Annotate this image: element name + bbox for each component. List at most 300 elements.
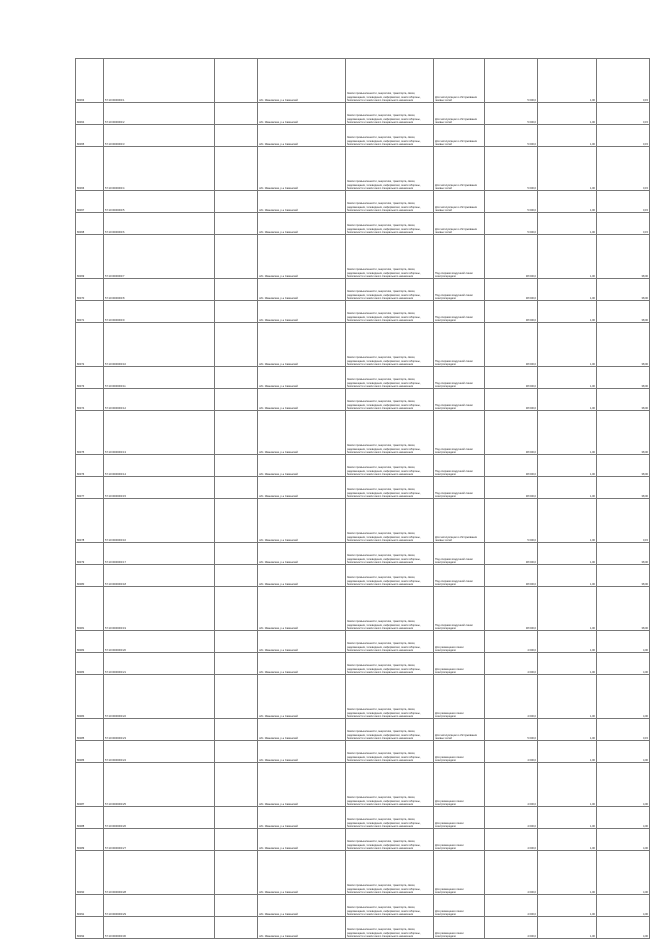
cadastral-number-cell: 57:10:0000000:22: [104, 675, 215, 719]
area-cell: 38 000,0: [485, 367, 538, 389]
cadastral-number-cell: 57:10:0000000:28: [104, 851, 215, 895]
table-row: [76, 103, 650, 125]
coefficient-cell: 1,00: [538, 125, 597, 147]
permitted-use-cell: Под опорами воздушной линии электропередачи: [434, 455, 485, 477]
area-cell: 4 000,0: [485, 807, 538, 829]
coefficient-cell: 1,00: [538, 279, 597, 301]
land-category-cell: Земли промышленности, энергетики, транспорта, связи, радиовещания, телевидения, информатики, земли обороны, безопасности и земли иного специального назначения: [346, 719, 434, 741]
address-cell: обл. Ивановская, р-н Савинский: [258, 279, 346, 301]
spacer-cell: [215, 829, 258, 851]
spacer-cell: [215, 543, 258, 565]
cadastral-number-cell: 57:10:0000000:20: [104, 631, 215, 653]
row-number-cell: 80373: [76, 367, 104, 389]
permitted-use-cell: Под опорами воздушной линии электропередачи: [434, 323, 485, 367]
spacer-cell: [215, 213, 258, 235]
total-cell: 38,00: [597, 477, 650, 499]
land-category-cell: Земли промышленности, энергетики, транспорта, связи, радиовещания, телевидения, информатики, земли обороны, безопасности и земли иного специального назначения: [346, 455, 434, 477]
row-number-cell: 80370: [76, 279, 104, 301]
address-cell: обл. Ивановская, р-н Савинский: [258, 851, 346, 895]
cadastral-number-cell: 57:10:0000000:17: [104, 543, 215, 565]
table-row: [76, 147, 650, 191]
land-category-cell: Земли промышленности, энергетики, транспорта, связи, радиовещания, телевидения, информатики, земли обороны, безопасности и земли иного специального назначения: [346, 631, 434, 653]
table-row: [76, 807, 650, 829]
spacer-cell: [215, 587, 258, 631]
cadastral-number-cell: 57:10:0000000:16: [104, 499, 215, 543]
permitted-use-cell: Под опорами воздушной линии электропередачи: [434, 565, 485, 587]
land-category-cell: Земли промышленности, энергетики, транспорта, связи, радиовещания, телевидения, информатики, земли обороны, безопасности и земли иного специального назначения: [346, 301, 434, 323]
area-cell: 38 000,0: [485, 235, 538, 279]
land-category-cell: Земли промышленности, энергетики, транспорта, связи, радиовещания, телевидения, информатики, земли обороны, безопасности и земли иного специального назначения: [346, 279, 434, 301]
address-cell: обл. Ивановская, р-н Савинский: [258, 543, 346, 565]
table-row: [76, 301, 650, 323]
area-cell: 5 000,0: [485, 125, 538, 147]
spacer-cell: [215, 411, 258, 455]
total-cell: 4,00: [597, 807, 650, 829]
address-cell: обл. Ивановская, р-н Савинский: [258, 565, 346, 587]
table-row: [76, 279, 650, 301]
cadastral-number-cell: 57:10:0000000:6: [104, 213, 215, 235]
address-cell: обл. Ивановская, р-н Савинский: [258, 829, 346, 851]
total-cell: 38,00: [597, 455, 650, 477]
row-number-cell: 80380: [76, 565, 104, 587]
spacer-cell: [215, 279, 258, 301]
area-cell: 4 000,0: [485, 829, 538, 851]
spacer-cell: [215, 763, 258, 807]
area-cell: 5 000,0: [485, 103, 538, 125]
address-cell: обл. Ивановская, р-н Савинский: [258, 389, 346, 411]
permitted-use-cell: Для эксплуатации и обслуживания газовых сетей: [434, 125, 485, 147]
total-cell: 4,00: [597, 653, 650, 675]
total-cell: 4,00: [597, 741, 650, 763]
spacer-cell: [215, 477, 258, 499]
land-category-cell: Земли промышленности, энергетики, транспорта, связи, радиовещания, телевидения, информатики, земли обороны, безопасности и земли иного специального назначения: [346, 851, 434, 895]
spacer-cell: [215, 917, 258, 939]
area-cell: 38 000,0: [485, 543, 538, 565]
row-number-cell: 80379: [76, 543, 104, 565]
row-number-cell: 80389: [76, 829, 104, 851]
land-category-cell: Земли промышленности, энергетики, транспорта, связи, радиовещания, телевидения, информатики, земли обороны, безопасности и земли иного специального назначения: [346, 763, 434, 807]
area-cell: 5 000,0: [485, 719, 538, 741]
permitted-use-cell: Под опорами воздушной линии электропередачи: [434, 367, 485, 389]
total-cell: 0,15: [597, 213, 650, 235]
cadastral-number-cell: 57:10:0000000:11: [104, 367, 215, 389]
address-cell: обл. Ивановская, р-н Савинский: [258, 763, 346, 807]
total-cell: 38,00: [597, 389, 650, 411]
table-row: [76, 367, 650, 389]
land-category-cell: Земли промышленности, энергетики, транспорта, связи, радиовещания, телевидения, информатики, земли обороны, безопасности и земли иного специального назначения: [346, 125, 434, 147]
coefficient-cell: 1,00: [538, 323, 597, 367]
permitted-use-cell: Под опорами воздушной линии электропередачи: [434, 389, 485, 411]
permitted-use-cell: Для эксплуатации и обслуживания газовых сетей: [434, 213, 485, 235]
table-row: [76, 213, 650, 235]
address-cell: обл. Ивановская, р-н Савинский: [258, 367, 346, 389]
cadastral-number-cell: 57:10:0000000:23: [104, 719, 215, 741]
spacer-cell: [215, 807, 258, 829]
address-cell: обл. Ивановская, р-н Савинский: [258, 741, 346, 763]
land-category-cell: Земли промышленности, энергетики, транспорта, связи, радиовещания, телевидения, информатики, земли обороны, безопасности и земли иного специального назначения: [346, 191, 434, 213]
land-category-cell: Земли промышленности, энергетики, транспорта, связи, радиовещания, телевидения, информатики, земли обороны, безопасности и земли иного специального назначения: [346, 829, 434, 851]
table-row: [76, 917, 650, 939]
table-row: [76, 851, 650, 895]
table-row: [76, 675, 650, 719]
area-cell: 38 000,0: [485, 477, 538, 499]
area-cell: 4 000,0: [485, 917, 538, 939]
spacer-cell: [215, 851, 258, 895]
cadastral-number-cell: 57:10:0000000:12: [104, 389, 215, 411]
table-body: [76, 59, 650, 939]
land-category-cell: Земли промышленности, энергетики, транспорта, связи, радиовещания, телевидения, информатики, земли обороны, безопасности и земли иного специального назначения: [346, 103, 434, 125]
total-cell: 4,00: [597, 763, 650, 807]
coefficient-cell: 1,00: [538, 235, 597, 279]
row-number-cell: 80391: [76, 895, 104, 917]
total-cell: 0,15: [597, 103, 650, 125]
spacer-cell: [215, 323, 258, 367]
spacer-cell: [215, 367, 258, 389]
cadastral-number-cell: 57:10:0000000:26: [104, 807, 215, 829]
table-row: [76, 763, 650, 807]
permitted-use-cell: Для размещения линии электропередачи: [434, 917, 485, 939]
table-row: [76, 125, 650, 147]
total-cell: 0,15: [597, 191, 650, 213]
cadastral-number-cell: 57:10:0000000:19: [104, 587, 215, 631]
land-category-cell: Земли промышленности, энергетики, транспорта, связи, радиовещания, телевидения, информатики, земли обороны, безопасности и земли иного специального назначения: [346, 323, 434, 367]
total-cell: 0,15: [597, 125, 650, 147]
row-number-cell: 80375: [76, 411, 104, 455]
spacer-cell: [215, 675, 258, 719]
address-cell: обл. Ивановская, р-н Савинский: [258, 301, 346, 323]
permitted-use-cell: Для размещения линии электропередачи: [434, 895, 485, 917]
address-cell: обл. Ивановская, р-н Савинский: [258, 411, 346, 455]
total-cell: 38,00: [597, 279, 650, 301]
coefficient-cell: 1,00: [538, 455, 597, 477]
row-number-cell: 80364: [76, 103, 104, 125]
coefficient-cell: 1,00: [538, 719, 597, 741]
area-cell: 4 000,0: [485, 763, 538, 807]
row-number-cell: 80385: [76, 719, 104, 741]
area-cell: 4 000,0: [485, 741, 538, 763]
row-number-cell: 80376: [76, 455, 104, 477]
land-category-cell: Земли промышленности, энергетики, транспорта, связи, радиовещания, телевидения, информатики, земли обороны, безопасности и земли иного специального назначения: [346, 213, 434, 235]
coefficient-cell: 1,00: [538, 389, 597, 411]
row-number-cell: 80390: [76, 851, 104, 895]
coefficient-cell: 1,00: [538, 499, 597, 543]
permitted-use-cell: Под опорами воздушной линии электропередачи: [434, 301, 485, 323]
row-number-cell: 80387: [76, 763, 104, 807]
area-cell: 4 000,0: [485, 675, 538, 719]
permitted-use-cell: Для размещения линии электропередачи: [434, 653, 485, 675]
cadastral-number-cell: 57:10:0000000:14: [104, 455, 215, 477]
land-category-cell: Земли промышленности, энергетики, транспорта, связи, радиовещания, телевидения, информатики, земли обороны, безопасности и земли иного специального назначения: [346, 389, 434, 411]
permitted-use-cell: Для эксплуатации и обслуживания газовых сетей: [434, 499, 485, 543]
permitted-use-cell: Для размещения линии электропередачи: [434, 829, 485, 851]
spacer-cell: [215, 455, 258, 477]
address-cell: обл. Ивановская, р-н Савинский: [258, 719, 346, 741]
area-cell: 38 000,0: [485, 279, 538, 301]
table-row: [76, 719, 650, 741]
address-cell: обл. Ивановская, р-н Савинский: [258, 895, 346, 917]
permitted-use-cell: Под опорами воздушной линии электропередачи: [434, 543, 485, 565]
permitted-use-cell: Для эксплуатации и обслуживания газовых сетей: [434, 191, 485, 213]
coefficient-cell: 1,00: [538, 851, 597, 895]
table-row: [76, 895, 650, 917]
permitted-use-cell: Под опорами воздушной линии электропередачи: [434, 279, 485, 301]
table-row: [76, 499, 650, 543]
spacer-cell: [215, 565, 258, 587]
area-cell: 4 000,0: [485, 653, 538, 675]
permitted-use-cell: Для эксплуатации и обслуживания газовых сетей: [434, 719, 485, 741]
cadastral-number-cell: 57:10:0000000:10: [104, 323, 215, 367]
spacer-cell: [215, 301, 258, 323]
address-cell: обл. Ивановская, р-н Савинский: [258, 213, 346, 235]
cadastral-number-cell: 57:10:0000000:25: [104, 763, 215, 807]
permitted-use-cell: Для размещения линии электропередачи: [434, 851, 485, 895]
land-category-cell: Земли промышленности, энергетики, транспорта, связи, радиовещания, телевидения, информатики, земли обороны, безопасности и земли иного специального назначения: [346, 741, 434, 763]
row-number-cell: 80367: [76, 191, 104, 213]
permitted-use-cell: Под опорами воздушной линии электропередачи: [434, 587, 485, 631]
spacer-cell: [215, 125, 258, 147]
spacer-cell: [215, 235, 258, 279]
address-cell: обл. Ивановская, р-н Савинский: [258, 587, 346, 631]
cadastral-number-cell: 57:10:0000000:18: [104, 565, 215, 587]
row-number-cell: 80392: [76, 917, 104, 939]
total-cell: 38,00: [597, 587, 650, 631]
spacer-cell: [215, 653, 258, 675]
land-category-cell: Земли промышленности, энергетики, транспорта, связи, радиовещания, телевидения, информатики, земли обороны, безопасности и земли иного специального назначения: [346, 235, 434, 279]
area-cell: 5 000,0: [485, 499, 538, 543]
table-row: [76, 411, 650, 455]
table-row: [76, 389, 650, 411]
land-category-cell: Земли промышленности, энергетики, транспорта, связи, радиовещания, телевидения, информатики, земли обороны, безопасности и земли иного специального назначения: [346, 543, 434, 565]
cadastral-number-cell: 57:10:0000000:8: [104, 279, 215, 301]
row-number-cell: 80378: [76, 499, 104, 543]
cadastral-number-cell: 57:10:0000000:7: [104, 235, 215, 279]
row-number-cell: 80384: [76, 675, 104, 719]
spacer-cell: [215, 499, 258, 543]
coefficient-cell: 1,00: [538, 543, 597, 565]
table-row: [76, 741, 650, 763]
row-number-cell: 80363: [76, 59, 104, 103]
address-cell: обл. Ивановская, р-н Савинский: [258, 191, 346, 213]
cadastral-number-cell: 57:10:0000000:15: [104, 477, 215, 499]
land-category-cell: Земли промышленности, энергетики, транспорта, связи, радиовещания, телевидения, информатики, земли обороны, безопасности и земли иного специального назначения: [346, 565, 434, 587]
coefficient-cell: 1,00: [538, 411, 597, 455]
area-cell: 5 000,0: [485, 191, 538, 213]
table-row: [76, 59, 650, 103]
row-number-cell: 80383: [76, 653, 104, 675]
cadastral-number-cell: 57:10:0000000:27: [104, 829, 215, 851]
address-cell: обл. Ивановская, р-н Савинский: [258, 125, 346, 147]
address-cell: обл. Ивановская, р-н Савинский: [258, 235, 346, 279]
cadastral-number-cell: 57:10:0000000:30: [104, 917, 215, 939]
coefficient-cell: 1,00: [538, 147, 597, 191]
spacer-cell: [215, 59, 258, 103]
row-number-cell: 80371: [76, 301, 104, 323]
address-cell: обл. Ивановская, р-н Савинский: [258, 477, 346, 499]
spacer-cell: [215, 191, 258, 213]
address-cell: обл. Ивановская, р-н Савинский: [258, 499, 346, 543]
spacer-cell: [215, 631, 258, 653]
row-number-cell: 80365: [76, 125, 104, 147]
table-row: [76, 543, 650, 565]
area-cell: 5 000,0: [485, 59, 538, 103]
permitted-use-cell: Для размещения линии электропередачи: [434, 763, 485, 807]
coefficient-cell: 1,00: [538, 675, 597, 719]
coefficient-cell: 1,00: [538, 653, 597, 675]
area-cell: 4 000,0: [485, 631, 538, 653]
area-cell: 38 000,0: [485, 323, 538, 367]
permitted-use-cell: Для эксплуатации и обслуживания газовых сетей: [434, 59, 485, 103]
cadastral-number-cell: 57:10:0000000:2: [104, 103, 215, 125]
table-row: [76, 653, 650, 675]
coefficient-cell: 1,00: [538, 213, 597, 235]
land-parcels-table: [75, 58, 650, 939]
area-cell: 38 000,0: [485, 301, 538, 323]
address-cell: обл. Ивановская, р-н Савинский: [258, 653, 346, 675]
address-cell: обл. Ивановская, р-н Савинский: [258, 807, 346, 829]
row-number-cell: 80366: [76, 147, 104, 191]
total-cell: 4,00: [597, 917, 650, 939]
coefficient-cell: 1,00: [538, 829, 597, 851]
area-cell: 4 000,0: [485, 895, 538, 917]
total-cell: 38,00: [597, 323, 650, 367]
permitted-use-cell: Для размещения линии электропередачи: [434, 741, 485, 763]
row-number-cell: 80382: [76, 631, 104, 653]
coefficient-cell: 1,00: [538, 59, 597, 103]
spacer-cell: [215, 147, 258, 191]
coefficient-cell: 1,00: [538, 807, 597, 829]
land-category-cell: Земли промышленности, энергетики, транспорта, связи, радиовещания, телевидения, информатики, земли обороны, безопасности и земли иного специального назначения: [346, 587, 434, 631]
coefficient-cell: 1,00: [538, 477, 597, 499]
area-cell: 38 000,0: [485, 411, 538, 455]
total-cell: 4,00: [597, 631, 650, 653]
area-cell: 5 000,0: [485, 213, 538, 235]
row-number-cell: 80388: [76, 807, 104, 829]
land-category-cell: Земли промышленности, энергетики, транспорта, связи, радиовещания, телевидения, информатики, земли обороны, безопасности и земли иного специального назначения: [346, 917, 434, 939]
table-row: [76, 631, 650, 653]
total-cell: 38,00: [597, 367, 650, 389]
area-cell: 38 000,0: [485, 455, 538, 477]
land-category-cell: Земли промышленности, энергетики, транспорта, связи, радиовещания, телевидения, информатики, земли обороны, безопасности и земли иного специального назначения: [346, 807, 434, 829]
total-cell: 4,00: [597, 851, 650, 895]
total-cell: 0,15: [597, 499, 650, 543]
row-number-cell: 80386: [76, 741, 104, 763]
permitted-use-cell: Под опорами воздушной линии электропередачи: [434, 235, 485, 279]
row-number-cell: 80381: [76, 587, 104, 631]
total-cell: 38,00: [597, 411, 650, 455]
row-number-cell: 80369: [76, 235, 104, 279]
spacer-cell: [215, 389, 258, 411]
permitted-use-cell: Для размещения линии электропередачи: [434, 807, 485, 829]
cadastral-number-cell: 57:10:0000000:5: [104, 191, 215, 213]
table-row: [76, 587, 650, 631]
permitted-use-cell: Для размещения линии электропередачи: [434, 631, 485, 653]
area-cell: 4 000,0: [485, 851, 538, 895]
table-row: [76, 235, 650, 279]
land-category-cell: Земли промышленности, энергетики, транспорта, связи, радиовещания, телевидения, информатики, земли обороны, безопасности и земли иного специального назначения: [346, 895, 434, 917]
cadastral-number-cell: 57:10:0000000:21: [104, 653, 215, 675]
area-cell: 38 000,0: [485, 389, 538, 411]
coefficient-cell: 1,00: [538, 191, 597, 213]
cadastral-number-cell: 57:10:0000000:9: [104, 301, 215, 323]
address-cell: обл. Ивановская, р-н Савинский: [258, 323, 346, 367]
permitted-use-cell: Для эксплуатации и обслуживания газовых сетей: [434, 103, 485, 125]
address-cell: обл. Ивановская, р-н Савинский: [258, 455, 346, 477]
land-category-cell: Земли промышленности, энергетики, транспорта, связи, радиовещания, телевидения, информатики, земли обороны, безопасности и земли иного специального назначения: [346, 59, 434, 103]
table-row: [76, 323, 650, 367]
table-row: [76, 477, 650, 499]
table-row: [76, 565, 650, 587]
row-number-cell: 80368: [76, 213, 104, 235]
cadastral-number-cell: 57:10:0000000:24: [104, 741, 215, 763]
address-cell: обл. Ивановская, р-н Савинский: [258, 917, 346, 939]
table-row: [76, 191, 650, 213]
total-cell: 38,00: [597, 301, 650, 323]
coefficient-cell: 1,00: [538, 631, 597, 653]
total-cell: 38,00: [597, 235, 650, 279]
address-cell: обл. Ивановская, р-н Савинский: [258, 675, 346, 719]
address-cell: обл. Ивановская, р-н Савинский: [258, 147, 346, 191]
spacer-cell: [215, 719, 258, 741]
coefficient-cell: 1,00: [538, 103, 597, 125]
row-number-cell: 80374: [76, 389, 104, 411]
spacer-cell: [215, 103, 258, 125]
land-category-cell: Земли промышленности, энергетики, транспорта, связи, радиовещания, телевидения, информатики, земли обороны, безопасности и земли иного специального назначения: [346, 147, 434, 191]
land-category-cell: Земли промышленности, энергетики, транспорта, связи, радиовещания, телевидения, информатики, земли обороны, безопасности и земли иного специального назначения: [346, 675, 434, 719]
land-category-cell: Земли промышленности, энергетики, транспорта, связи, радиовещания, телевидения, информатики, земли обороны, безопасности и земли иного специального назначения: [346, 499, 434, 543]
row-number-cell: 80377: [76, 477, 104, 499]
total-cell: 4,00: [597, 675, 650, 719]
area-cell: 38 000,0: [485, 587, 538, 631]
total-cell: 4,00: [597, 895, 650, 917]
cadastral-number-cell: 57:10:0000000:13: [104, 411, 215, 455]
coefficient-cell: 1,00: [538, 895, 597, 917]
table-row: [76, 455, 650, 477]
coefficient-cell: 1,00: [538, 741, 597, 763]
coefficient-cell: 1,00: [538, 565, 597, 587]
total-cell: 38,00: [597, 543, 650, 565]
area-cell: 5 000,0: [485, 147, 538, 191]
permitted-use-cell: Под опорами воздушной линии электропередачи: [434, 411, 485, 455]
cadastral-number-cell: 57:10:0000000:1: [104, 59, 215, 103]
spacer-cell: [215, 895, 258, 917]
total-cell: 0,15: [597, 147, 650, 191]
permitted-use-cell: Под опорами воздушной линии электропередачи: [434, 477, 485, 499]
permitted-use-cell: Для размещения линии электропередачи: [434, 675, 485, 719]
coefficient-cell: 1,00: [538, 917, 597, 939]
coefficient-cell: 1,00: [538, 367, 597, 389]
table-row: [76, 829, 650, 851]
coefficient-cell: 1,00: [538, 763, 597, 807]
land-category-cell: Земли промышленности, энергетики, транспорта, связи, радиовещания, телевидения, информатики, земли обороны, безопасности и земли иного специального назначения: [346, 477, 434, 499]
row-number-cell: 80372: [76, 323, 104, 367]
land-category-cell: Земли промышленности, энергетики, транспорта, связи, радиовещания, телевидения, информатики, земли обороны, безопасности и земли иного специального назначения: [346, 367, 434, 389]
total-cell: 0,15: [597, 59, 650, 103]
spacer-cell: [215, 741, 258, 763]
cadastral-number-cell: 57:10:0000000:29: [104, 895, 215, 917]
total-cell: 4,00: [597, 829, 650, 851]
coefficient-cell: 1,00: [538, 301, 597, 323]
land-category-cell: Земли промышленности, энергетики, транспорта, связи, радиовещания, телевидения, информатики, земли обороны, безопасности и земли иного специального назначения: [346, 411, 434, 455]
address-cell: обл. Ивановская, р-н Савинский: [258, 103, 346, 125]
area-cell: 38 000,0: [485, 565, 538, 587]
cadastral-number-cell: 57:10:0000000:3: [104, 125, 215, 147]
total-cell: 38,00: [597, 565, 650, 587]
land-category-cell: Земли промышленности, энергетики, транспорта, связи, радиовещания, телевидения, информатики, земли обороны, безопасности и земли иного специального назначения: [346, 653, 434, 675]
address-cell: обл. Ивановская, р-н Савинский: [258, 59, 346, 103]
address-cell: обл. Ивановская, р-н Савинский: [258, 631, 346, 653]
cadastral-number-cell: 57:10:0000000:4: [104, 147, 215, 191]
permitted-use-cell: Для эксплуатации и обслуживания газовых сетей: [434, 147, 485, 191]
